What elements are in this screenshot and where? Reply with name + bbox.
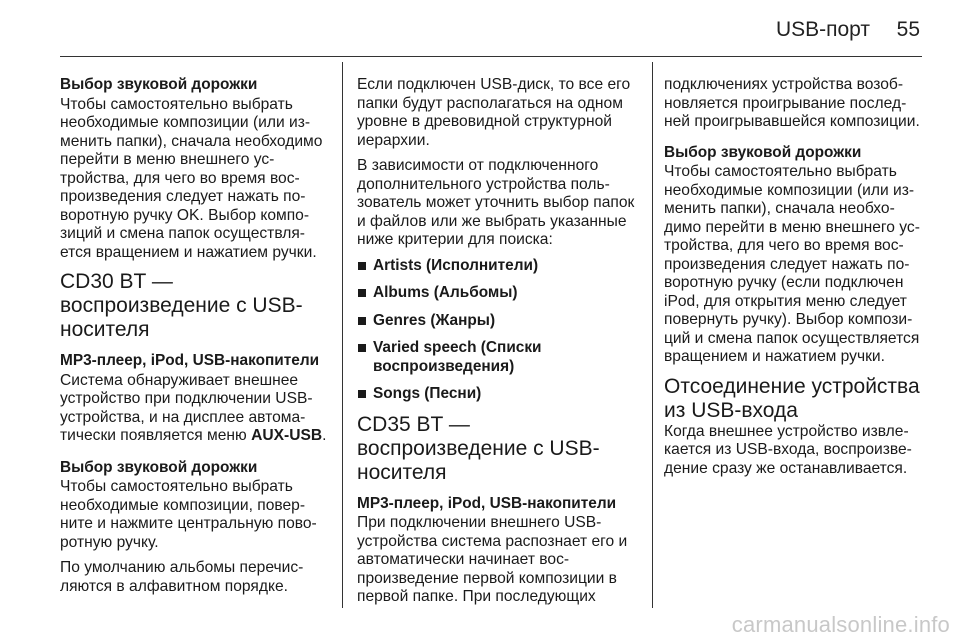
paragraph-disconnect: Когда внешнее устройство извлекается из USB-входа, воспроизведение сразу же останавливается. [664, 422, 912, 477]
list-item: Albums (Альбомы) [357, 284, 639, 303]
paragraph-default-sort: По умолчанию альбомы перечисляются в алфавитном порядке. [60, 559, 304, 595]
watermark-text: carmanualsonline.info [731, 612, 950, 637]
heading-mp3-devices-2: MP3-плеер, iPod, USB-накопители [357, 494, 617, 512]
column-divider-2 [652, 62, 653, 608]
paragraph-resume: подключениях устройства возобновляется проигрывание последней проигрывавшейся композиции. [664, 76, 920, 130]
paragraph-usb-detect-text: Система обнаруживает внешнее устройство при подключении USB-устройства, и на дисплее автоматически появляется меню [60, 371, 313, 444]
heading-cd30: CD30 BT — воспроизведение с USB-носителя [60, 270, 303, 341]
header-divider [60, 56, 922, 57]
heading-select-track: Выбор звуковой дорожки [60, 76, 258, 93]
bullet-square-icon [358, 344, 366, 352]
list-item: Songs (Песни) [357, 385, 639, 404]
heading-select-track-3: Выбор звуковой дорожки [664, 143, 862, 161]
list-item: Genres (Жанры) [357, 312, 639, 331]
list-item: Varied speech (Списки воспроизведения) [357, 339, 563, 376]
column-3 [664, 76, 926, 485]
column-divider-1 [342, 62, 343, 608]
paragraph-usb-disk: Если подключен USB-диск, то все его папки будут располагаться на одном уровне в древовидной структурной иерархии. [357, 76, 631, 149]
heading-cd35: CD35 BT — воспроизведение с USB-носителя [357, 412, 600, 484]
bullet-square-icon [358, 262, 366, 270]
heading-disconnect: Отсоединение устройства из USB-входа [664, 374, 920, 422]
bullet-square-icon [358, 390, 366, 398]
paragraph-select-track: Чтобы самостоятельно выбрать необходимые композиции (или изменить папки), сначала необходимо перейти в меню внешнего устройства, для чего во время воспроизведения следует нажать поворотную ручку OK. Выбор композиций и смена папок осуществляется вращением и нажатием ручки. [60, 95, 323, 261]
paragraph-usb-autoplay: При подключении внешнего USB-устройства система распознает его и автоматически начинает воспроизведение первой композиции в первой папке. При последующих [357, 514, 628, 605]
menu-name-aux-usb: AUX-USB [251, 427, 323, 444]
paragraph-usb-detect-end: . [322, 427, 327, 444]
paragraph-search-criteria: В зависимости от подключенного дополнительного устройства пользователь может уточнить выбор папок и файлов или же выбрать указанные ниже критерии для поиска: [357, 157, 635, 248]
column-2 [357, 76, 639, 614]
paragraph-select-track-3: Чтобы самостоятельно выбрать необходимые композиции (или изменить папки), сначала необходимо перейти в меню внешнего устройства, для чего во время воспроизведения следует нажать поворотную ручку (если подключен iPod, для открытия меню следует повернуть ручку). Выбор композиций и смена папок осуществляется вращением и нажатием ручки. [664, 163, 920, 365]
column-1 [60, 76, 328, 603]
list-item: Artists (Исполнители) [357, 257, 639, 276]
criteria-list [357, 257, 639, 404]
paragraph-select-track-2: Чтобы самостоятельно выбрать необходимые композиции, поверните и нажмите центральную поворотную ручку. [60, 478, 317, 551]
heading-select-track-2: Выбор звуковой дорожки [60, 458, 258, 476]
bullet-square-icon [358, 289, 366, 297]
heading-mp3-devices: MP3-плеер, iPod, USB-накопители [60, 352, 320, 369]
bullet-square-icon [358, 317, 366, 325]
section-title: USB-порт [775, 18, 870, 41]
paragraph-usb-detect [60, 372, 328, 446]
page-number: 55 [896, 18, 920, 41]
